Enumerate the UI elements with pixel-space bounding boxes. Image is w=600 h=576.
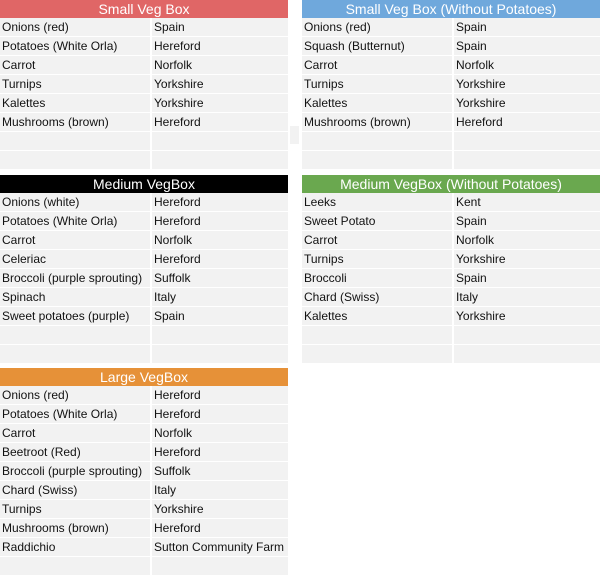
item-cell: Turnips (302, 75, 452, 93)
item-cell: Potatoes (White Orla) (0, 212, 150, 230)
item-cell: Chard (Swiss) (302, 288, 452, 306)
table-row (0, 132, 288, 151)
table-row (302, 307, 600, 326)
item-cell (0, 132, 150, 150)
box-rows (302, 193, 600, 364)
table-row (0, 193, 288, 212)
box-rows (302, 18, 600, 170)
item-cell: Mushrooms (brown) (302, 113, 452, 131)
origin-cell: Hereford (152, 212, 288, 230)
table-row (0, 151, 288, 170)
item-cell: Turnips (0, 500, 150, 518)
origin-cell: Spain (152, 307, 288, 325)
origin-cell: Hereford (152, 405, 288, 423)
item-cell: Mushrooms (brown) (0, 519, 150, 537)
item-cell: Broccoli (purple sprouting) (0, 269, 150, 287)
table-row (0, 250, 288, 269)
table-row (0, 500, 288, 519)
box-medium (0, 175, 288, 364)
item-cell: Sweet potatoes (purple) (0, 307, 150, 325)
origin-cell: Yorkshire (454, 250, 600, 268)
origin-cell (152, 345, 288, 363)
table-row (0, 519, 288, 538)
table-row (302, 94, 600, 113)
table-row (0, 405, 288, 424)
box-title: Small Veg Box (0, 0, 288, 18)
origin-cell (152, 132, 288, 150)
item-cell: Onions (red) (0, 18, 150, 36)
origin-cell (454, 151, 600, 169)
table-row (0, 18, 288, 37)
origin-cell: Spain (152, 18, 288, 36)
item-cell: Chard (Swiss) (0, 481, 150, 499)
table-row (302, 37, 600, 56)
item-cell (0, 151, 150, 169)
item-cell: Raddichio (0, 538, 150, 556)
origin-cell: Kent (454, 193, 600, 211)
origin-cell: Hereford (152, 113, 288, 131)
box-title: Small Veg Box (Without Potatoes) (302, 0, 600, 18)
item-cell (302, 326, 452, 344)
item-cell: Carrot (0, 56, 150, 74)
origin-cell: Italy (454, 288, 600, 306)
origin-cell: Sutton Community Farm (152, 538, 288, 556)
box-small-no-potatoes (302, 0, 600, 170)
item-cell (302, 132, 452, 150)
origin-cell (454, 345, 600, 363)
item-cell: Broccoli (purple sprouting) (0, 462, 150, 480)
box-rows (0, 386, 288, 576)
item-cell: Onions (red) (0, 386, 150, 404)
table-row (0, 212, 288, 231)
origin-cell: Hereford (152, 250, 288, 268)
item-cell: Carrot (0, 424, 150, 442)
box-title: Large VegBox (0, 368, 288, 386)
origin-cell (152, 151, 288, 169)
table-row (0, 56, 288, 75)
table-row (0, 37, 288, 56)
table-row (0, 443, 288, 462)
origin-cell: Hereford (152, 443, 288, 461)
item-cell (0, 345, 150, 363)
table-row (302, 250, 600, 269)
table-row (302, 56, 600, 75)
origin-cell: Yorkshire (454, 75, 600, 93)
table-row (302, 269, 600, 288)
item-cell (0, 326, 150, 344)
origin-cell: Yorkshire (454, 94, 600, 112)
table-row (0, 538, 288, 557)
origin-cell: Hereford (152, 519, 288, 537)
box-rows (0, 18, 288, 170)
table-row (302, 18, 600, 37)
item-cell: Potatoes (White Orla) (0, 405, 150, 423)
table-row (0, 345, 288, 364)
table-row (0, 307, 288, 326)
item-cell (302, 151, 452, 169)
origin-cell: Norfolk (454, 56, 600, 74)
origin-cell (152, 557, 288, 575)
origin-cell (152, 326, 288, 344)
item-cell: Mushrooms (brown) (0, 113, 150, 131)
origin-cell: Italy (152, 481, 288, 499)
origin-cell: Norfolk (454, 231, 600, 249)
empty-cell-gap (288, 126, 301, 162)
table-row (302, 212, 600, 231)
item-cell: Sweet Potato (302, 212, 452, 230)
origin-cell: Norfolk (152, 424, 288, 442)
origin-cell: Hereford (152, 386, 288, 404)
origin-cell (454, 326, 600, 344)
item-cell: Broccoli (302, 269, 452, 287)
table-row (302, 326, 600, 345)
origin-cell: Spain (454, 269, 600, 287)
table-row (302, 288, 600, 307)
box-medium-no-potatoes (302, 175, 600, 364)
table-row (302, 132, 600, 151)
item-cell: Onions (white) (0, 193, 150, 211)
item-cell: Celeriac (0, 250, 150, 268)
item-cell: Turnips (302, 250, 452, 268)
table-row (0, 75, 288, 94)
table-row (0, 386, 288, 405)
origin-cell: Hereford (152, 193, 288, 211)
box-title: Medium VegBox (0, 175, 288, 193)
item-cell: Kalettes (302, 94, 452, 112)
table-row (0, 326, 288, 345)
origin-cell: Hereford (152, 37, 288, 55)
origin-cell: Yorkshire (152, 94, 288, 112)
origin-cell (454, 132, 600, 150)
table-row (302, 193, 600, 212)
origin-cell: Spain (454, 212, 600, 230)
box-small (0, 0, 288, 170)
item-cell: Carrot (302, 231, 452, 249)
box-title: Medium VegBox (Without Potatoes) (302, 175, 600, 193)
origin-cell: Hereford (454, 113, 600, 131)
table-row (0, 113, 288, 132)
item-cell: Carrot (0, 231, 150, 249)
origin-cell: Yorkshire (454, 307, 600, 325)
table-row (302, 345, 600, 364)
item-cell: Kalettes (302, 307, 452, 325)
table-row (302, 231, 600, 250)
table-row (0, 462, 288, 481)
table-row (0, 94, 288, 113)
item-cell: Leeks (302, 193, 452, 211)
table-row (302, 75, 600, 94)
item-cell: Potatoes (White Orla) (0, 37, 150, 55)
origin-cell: Yorkshire (152, 500, 288, 518)
item-cell: Onions (red) (302, 18, 452, 36)
box-large (0, 368, 288, 576)
item-cell (302, 345, 452, 363)
origin-cell: Suffolk (152, 462, 288, 480)
item-cell: Beetroot (Red) (0, 443, 150, 461)
origin-cell: Yorkshire (152, 75, 288, 93)
table-row (0, 424, 288, 443)
origin-cell: Spain (454, 37, 600, 55)
table-row (0, 269, 288, 288)
origin-cell: Italy (152, 288, 288, 306)
origin-cell: Spain (454, 18, 600, 36)
table-row (0, 231, 288, 250)
item-cell: Squash (Butternut) (302, 37, 452, 55)
table-row (0, 481, 288, 500)
box-rows (0, 193, 288, 364)
origin-cell: Norfolk (152, 56, 288, 74)
table-row (0, 557, 288, 576)
origin-cell: Norfolk (152, 231, 288, 249)
table-row (302, 113, 600, 132)
item-cell: Turnips (0, 75, 150, 93)
table-row (0, 288, 288, 307)
item-cell: Spinach (0, 288, 150, 306)
item-cell: Kalettes (0, 94, 150, 112)
item-cell: Carrot (302, 56, 452, 74)
table-row (302, 151, 600, 170)
item-cell (0, 557, 150, 575)
origin-cell: Suffolk (152, 269, 288, 287)
